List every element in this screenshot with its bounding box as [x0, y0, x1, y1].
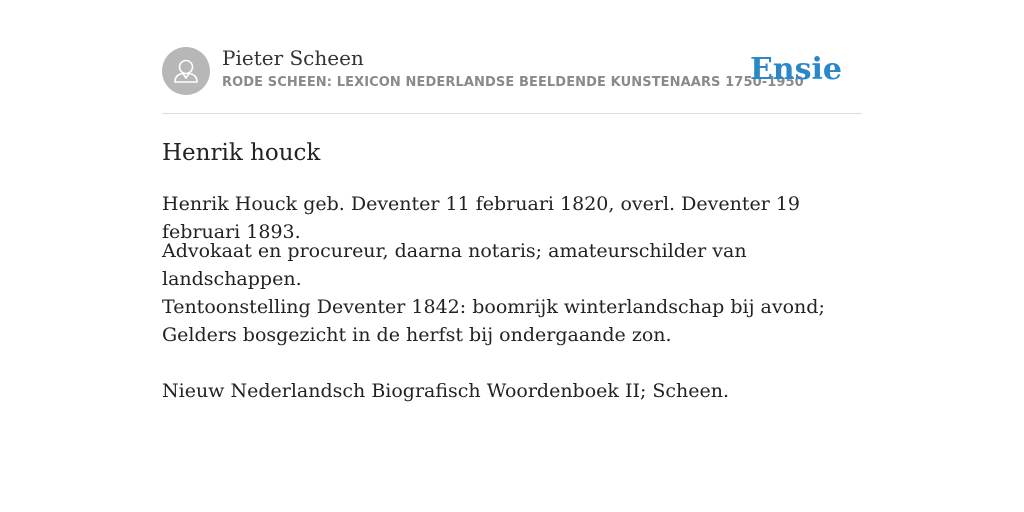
article-paragraph: Henrik Houck geb. Deventer 11 februari 1820, overl. Deventer 19 februari 1893.	[162, 193, 801, 243]
article-paragraph: Nieuw Nederlandsch Biografisch Woordenboek II; Scheen.	[162, 380, 730, 402]
article-paragraph: Advokaat en procureur, daarna notaris; amateurschilder van landschappen.	[162, 240, 747, 290]
article-container	[162, 0, 862, 402]
article-paragraph: Tentoonstelling Deventer 1842: boomrijk winterlandschap bij avond; Gelders bosgezicht in de herfst bij ondergaande zon.	[162, 296, 825, 346]
author-avatar[interactable]	[162, 47, 210, 95]
source-title[interactable]: RODE SCHEEN: LEXICON NEDERLANDSE BEELDENDE KUNSTENAARS 1750-1950	[222, 75, 804, 90]
author-name[interactable]: Pieter Scheen	[222, 46, 364, 70]
user-avatar-icon	[162, 47, 210, 95]
ensie-logo[interactable]: Ensie	[749, 52, 842, 87]
article-header	[162, 0, 862, 114]
article-title: Henrik houck	[162, 140, 321, 166]
